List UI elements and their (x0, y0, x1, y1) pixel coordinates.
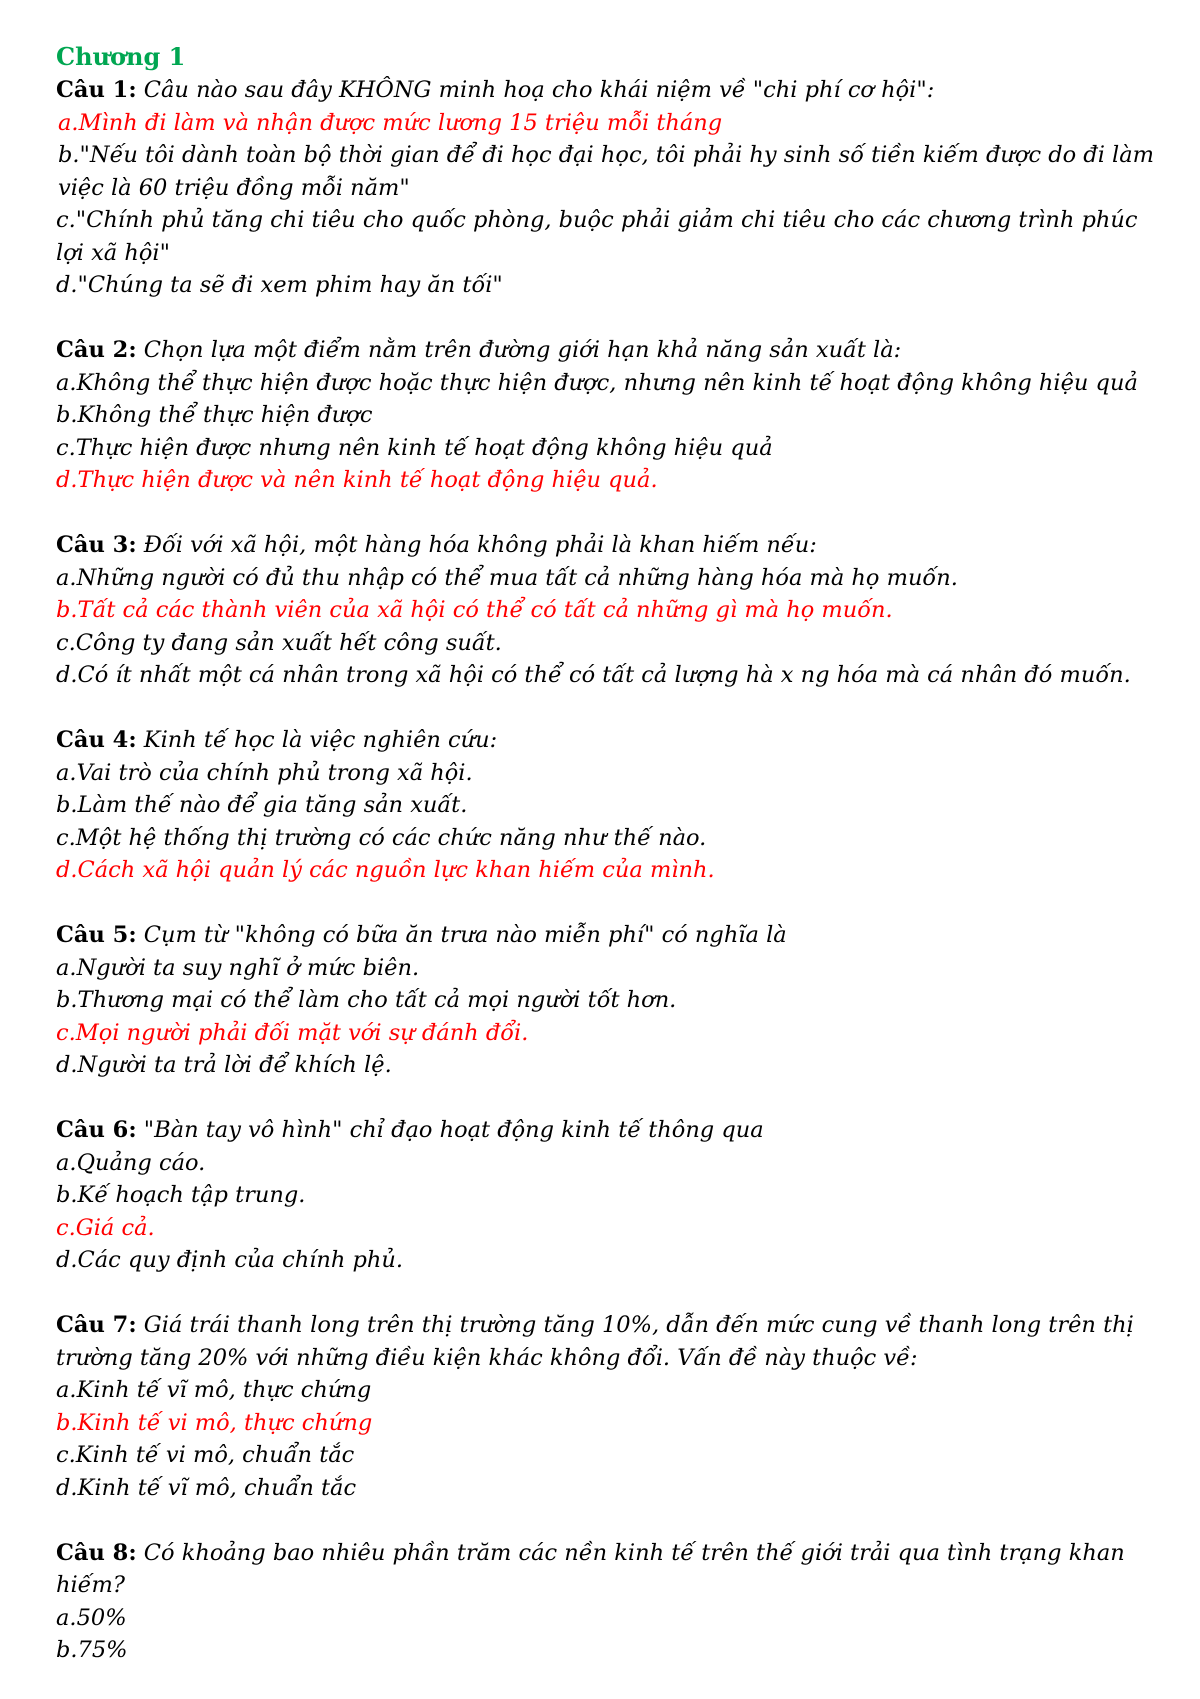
answer-option: b.Không thể thực hiện được (56, 402, 373, 428)
answer-option: c.Một hệ thống thị trường có các chức năng như thế nào. (56, 824, 707, 851)
question-label: Câu 6: (56, 1117, 137, 1143)
question-list (56, 74, 1156, 1667)
question-block (56, 919, 1156, 1082)
answer-option: a.Vai trò của chính phủ trong xã hội. (56, 759, 473, 786)
answer-option-correct: d.Cách xã hội quản lý các nguồn lực khan hiếm của mình. (56, 857, 715, 883)
answer-option: d.Kinh tế vĩ mô, chuẩn tắc (56, 1474, 357, 1501)
question-line (56, 919, 1156, 952)
question-text: Kinh tế học là việc nghiên cứu: (143, 727, 498, 753)
answer-option: a.50% (56, 1604, 127, 1631)
answer-option-correct: c.Mọi người phải đối mặt với sự đánh đổi. (56, 1019, 529, 1046)
answer-option: a.Kinh tế vĩ mô, thực chứng (56, 1377, 372, 1403)
answer-option: b.Thương mại có thể làm cho tất cả mọi người tốt hơn. (56, 987, 677, 1013)
answer-option: b.75% (56, 1637, 128, 1663)
question-line (56, 529, 1156, 562)
question-label: Câu 8: (56, 1539, 137, 1566)
question-text: Cụm từ "không có bữa ăn trưa nào miễn phí" có nghĩa là (143, 922, 787, 948)
answer-option: a.Không thể thực hiện được hoặc thực hiện được, nhưng nên kinh tế hoạt động không hiệu quả (56, 369, 1138, 396)
question-block (56, 724, 1156, 887)
question-label: Câu 3: (56, 532, 137, 558)
answer-option: b.Làm thế nào để gia tăng sản xuất. (56, 792, 468, 818)
question-line (56, 74, 1156, 107)
question-text: Đối với xã hội, một hàng hóa không phải là khan hiếm nếu: (143, 532, 817, 558)
answer-option: c.Kinh tế vi mô, chuẩn tắc (56, 1442, 355, 1468)
question-line (56, 1537, 1156, 1602)
answer-option: a.Quảng cáo. (56, 1149, 206, 1176)
question-text: Chọn lựa một điểm nằm trên đường giới hạn khả năng sản xuất là: (143, 337, 902, 363)
answer-option-correct: a.Mình đi làm và nhận được mức lương 15 triệu mỗi tháng (58, 109, 723, 136)
answer-option: d.Các quy định của chính phủ. (56, 1247, 404, 1273)
answer-option: a.Người ta suy nghĩ ở mức biên. (56, 954, 420, 981)
question-label: Câu 7: (56, 1312, 137, 1338)
answer-option: d.Người ta trả lời để khích lệ. (56, 1052, 392, 1078)
chapter-title: Chương 1 (56, 42, 186, 71)
question-line (56, 1114, 1156, 1147)
question-block (56, 1537, 1156, 1667)
question-label: Câu 4: (56, 727, 137, 753)
answer-option: c."Chính phủ tăng chi tiêu cho quốc phòng, buộc phải giảm chi tiêu cho các chương trình phúc lợi xã hội" (56, 207, 1138, 266)
answer-option-correct: c.Giá cả. (56, 1214, 155, 1241)
question-line (56, 724, 1156, 757)
question-text: Có khoảng bao nhiêu phần trăm các nền kinh tế trên thế giới trải qua tình trạng khan hiếm? (56, 1539, 1125, 1598)
question-block (56, 334, 1156, 497)
answer-option: c.Thực hiện được nhưng nên kinh tế hoạt động không hiệu quả (56, 434, 773, 461)
question-block (56, 1114, 1156, 1277)
question-block (56, 74, 1156, 302)
question-label: Câu 1: (56, 77, 137, 103)
question-block (56, 1309, 1156, 1504)
answer-option-correct: b.Kinh tế vi mô, thực chứng (56, 1409, 373, 1436)
answer-option: d.Có ít nhất một cá nhân trong xã hội có thể có tất cả lượng hà x ng hóa mà cá nhân đó muốn. (56, 662, 1131, 688)
document-page (56, 40, 1156, 1699)
question-text: Giá trái thanh long trên thị trường tăng 10%, dẫn đến mức cung về thanh long trên thị trường tăng 20% với những điều kiện khác không đổi. Vấn đề này thuộc về: (56, 1312, 1134, 1371)
question-block (56, 529, 1156, 692)
answer-option: b.Kế hoạch tập trung. (56, 1182, 306, 1208)
answer-option-correct: d.Thực hiện được và nên kinh tế hoạt động hiệu quả. (56, 467, 658, 493)
question-text: "Bàn tay vô hình" chỉ đạo hoạt động kinh tế thông qua (143, 1117, 764, 1143)
question-label: Câu 2: (56, 337, 137, 363)
answer-option: d."Chúng ta sẽ đi xem phim hay ăn tối" (56, 272, 503, 298)
question-line (56, 1309, 1156, 1374)
answer-option: b."Nếu tôi dành toàn bộ thời gian để đi học đại học, tôi phải hy sinh số tiền kiếm được do đi làm việc là 60 triệu đồng mỗi năm" (58, 142, 1155, 201)
question-line (56, 334, 1156, 367)
answer-option: c.Công ty đang sản xuất hết công suất. (56, 629, 502, 656)
answer-option-correct: b.Tất cả các thành viên của xã hội có thể có tất cả những gì mà họ muốn. (56, 597, 893, 623)
question-label: Câu 5: (56, 922, 137, 948)
question-text: Câu nào sau đây KHÔNG minh hoạ cho khái niệm về "chi phí cơ hội": (143, 77, 935, 103)
answer-option: a.Những người có đủ thu nhập có thể mua tất cả những hàng hóa mà họ muốn. (56, 564, 958, 591)
